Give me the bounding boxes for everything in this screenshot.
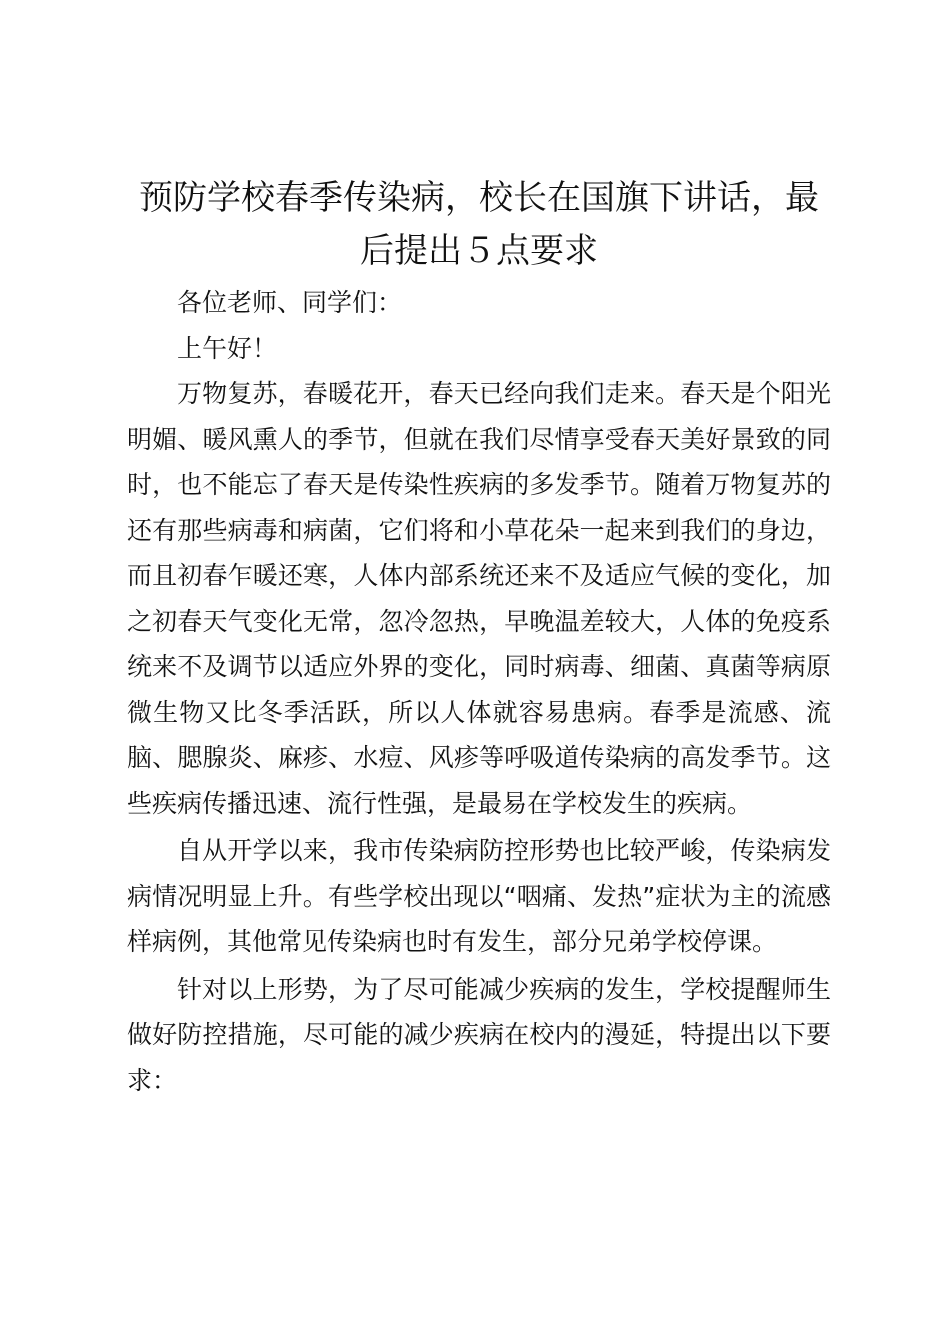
document-content xyxy=(127,172,831,1103)
body-paragraph: 自从开学以来，我市传染病防控形势也比较严峻，传染病发病情况明显上升。有些学校出现以“咽痛、发热”症状为主的流感样病例，其他常见传染病也时有发生，部分兄弟学校停课。 xyxy=(127,836,831,956)
body-paragraph: 针对以上形势，为了尽可能减少疾病的发生，学校提醒师生做好防控措施，尽可能的减少疾病在校内的漫延，特提出以下要求： xyxy=(127,974,831,1095)
document-title: 预防学校春季传染病，校长在国旗下讲话，最后提出５点要求 xyxy=(139,178,819,271)
body-paragraph: 万物复苏，春暖花开，春天已经向我们走来。春天是个阳光明媚、暖风熏人的季节，但就在我们尽情享受春天美好景致的同时，也不能忘了春天是传染性疾病的多发季节。随着万物复苏的还有那些病毒和病菌，它们将和小草花朵一起来到我们的身边，而且初春乍暖还寒，人体内部系统还来不及适应气候的变化，加之初春天气变化无常，忽冷忽热，早晚温差较大，人体的免疫系统来不及调节以适应外界的变化，同时病毒、细菌、真菌等病原微生物又比冬季活跃，所以人体就容易患病。春季是流感、流脑、腮腺炎、麻疹、水痘、风疹等呼吸道传染病的高发季节。这些疾病传播迅速、流行性强，是最易在学校发生的疾病。 xyxy=(127,379,831,818)
greeting: 上午好！ xyxy=(177,333,278,363)
salutation: 各位老师、同学们： xyxy=(177,288,403,317)
